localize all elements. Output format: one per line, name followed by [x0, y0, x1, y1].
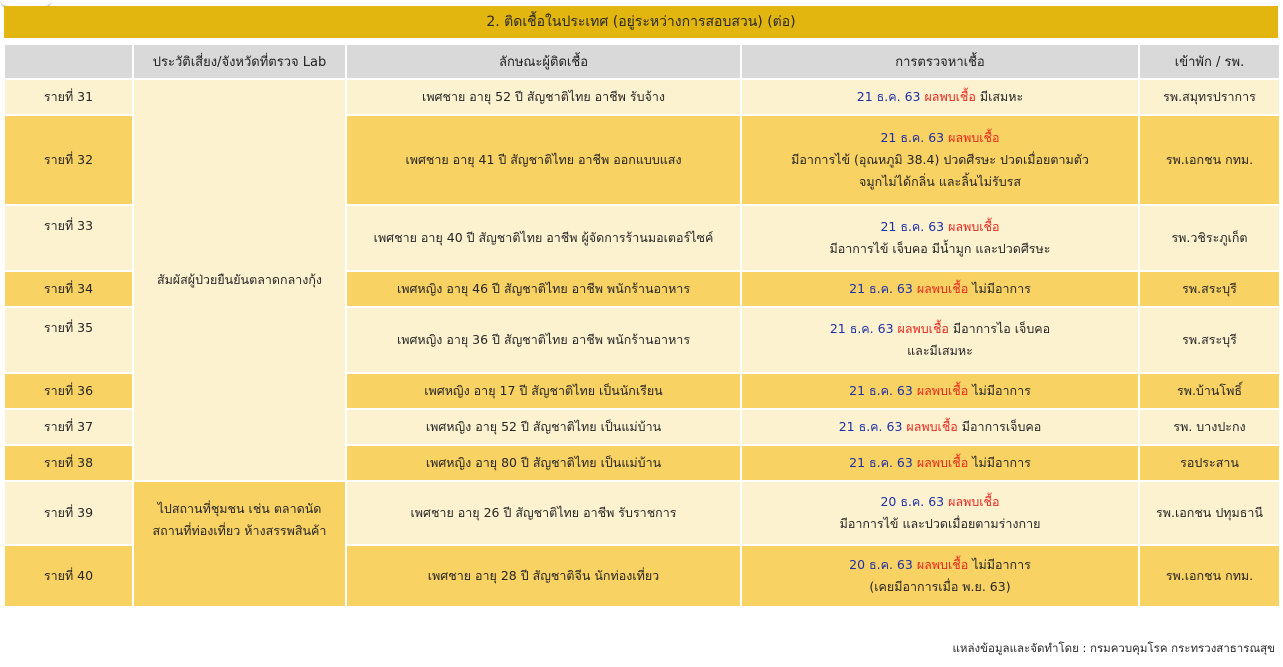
test-cell	[742, 206, 1138, 270]
test-date: 20 ธ.ค. 63	[849, 557, 913, 572]
case-label: รายที่ 34	[5, 272, 132, 306]
risk-group-text: สัมผัสผู้ป่วยยืนยันตลาดกลางกุ้ง	[156, 272, 323, 287]
test-date: 21 ธ.ค. 63	[849, 383, 913, 398]
test-date: 21 ธ.ค. 63	[880, 219, 945, 234]
hospital-cell: รพ.เอกชน กทม.	[1140, 546, 1279, 606]
header-features: ลักษณะผู้ติดเชื้อ	[347, 45, 740, 78]
case-label: รายที่ 35	[5, 308, 132, 372]
header-case	[5, 45, 132, 78]
features-cell: เพศชาย อายุ 41 ปี สัญชาติไทย อาชีพ ออกแบบแสง	[347, 116, 740, 204]
test-result: ผลพบเชื้อ	[924, 89, 976, 104]
test-cell	[742, 308, 1138, 372]
test-date: 21 ธ.ค. 63	[829, 321, 894, 336]
test-line	[742, 216, 1138, 238]
test-symptom: (เคยมีอาการเมื่อ พ.ย. 63)	[869, 579, 1011, 594]
test-symptom: มีเสมหะ	[975, 89, 1024, 104]
case-label: รายที่ 38	[5, 446, 132, 480]
case-label: รายที่ 40	[5, 546, 132, 606]
test-cell	[742, 410, 1138, 444]
features-cell: เพศหญิง อายุ 36 ปี สัญชาติไทย อาชีพ พนักร้านอาหาร	[347, 308, 740, 372]
test-line	[742, 491, 1138, 513]
features-cell: เพศชาย อายุ 40 ปี สัญชาติไทย อาชีพ ผู้จัดการร้านมอเตอร์ไซค์	[347, 206, 740, 270]
case-label: รายที่ 39	[5, 482, 132, 544]
hospital-cell: รพ.สมุทรปราการ	[1140, 80, 1279, 114]
cases-table	[3, 43, 1281, 608]
test-symptom: มีอาการไอ เจ็บคอ	[948, 321, 1051, 336]
case-label: รายที่ 33	[5, 206, 132, 270]
features-cell: เพศหญิง อายุ 46 ปี สัญชาติไทย อาชีพ พนักร้านอาหาร	[347, 272, 740, 306]
test-result: ผลพบเชื้อ	[916, 557, 969, 572]
test-symptom: มีอาการเจ็บคอ	[957, 419, 1042, 434]
test-result: ผลพบเชื้อ	[897, 321, 949, 336]
test-result: ผลพบเชื้อ	[906, 419, 958, 434]
case-label: รายที่ 32	[5, 116, 132, 204]
test-cell	[742, 80, 1138, 114]
hospital-cell: รอประสาน	[1140, 446, 1279, 480]
features-cell: เพศชาย อายุ 52 ปี สัญชาติไทย อาชีพ รับจ้าง	[347, 80, 740, 114]
header-risk: ประวัติเสี่ยง/จังหวัดที่ตรวจ Lab	[134, 45, 345, 78]
hospital-cell: รพ.วชิระภูเก็ต	[1140, 206, 1279, 270]
test-date: 21 ธ.ค. 63	[838, 419, 903, 434]
features-cell: เพศหญิง อายุ 52 ปี สัญชาติไทย เป็นแม่บ้าน	[347, 410, 740, 444]
test-symptom: ไม่มีอาการ	[968, 455, 1031, 470]
test-date: 21 ธ.ค. 63	[849, 281, 913, 296]
test-cell	[742, 374, 1138, 408]
table-row	[5, 80, 1279, 114]
header-test: การตรวจหาเชื้อ	[742, 45, 1138, 78]
test-result: ผลพบเชื้อ	[916, 383, 969, 398]
test-date: 20 ธ.ค. 63	[880, 494, 945, 509]
test-cell	[742, 482, 1138, 544]
test-cell	[742, 546, 1138, 606]
hospital-cell: รพ.สระบุรี	[1140, 308, 1279, 372]
test-result: ผลพบเชื้อ	[948, 130, 1000, 145]
hospital-cell: รพ. บางปะกง	[1140, 410, 1279, 444]
source-footer: แหล่งข้อมูลและจัดทำโดย : กรมควบคุมโรค กระทรวงสาธารณสุข	[952, 641, 1275, 655]
test-symptom: ไม่มีอาการ	[968, 557, 1031, 572]
page-title	[4, 6, 1278, 38]
test-result: ผลพบเชื้อ	[916, 281, 969, 296]
table-row	[5, 482, 1279, 544]
case-label: รายที่ 37	[5, 410, 132, 444]
test-date: 21 ธ.ค. 63	[849, 455, 913, 470]
hospital-cell: รพ.สระบุรี	[1140, 272, 1279, 306]
test-symptom: มีอาการไข้ เจ็บคอ มีน้ำมูก และปวดศีรษะ	[829, 241, 1051, 256]
test-symptom: ไม่มีอาการ	[968, 383, 1031, 398]
test-symptom: มีอาการไข้ และปวดเมื่อยตามร่างกาย	[839, 516, 1041, 531]
page-title-text: 2. ติดเชื้อในประเทศ (อยู่ระหว่างการสอบสวน) (ต่อ)	[486, 14, 796, 30]
test-symptom: และมีเสมหะ	[907, 343, 973, 358]
table-header-row	[5, 45, 1279, 78]
test-date: 21 ธ.ค. 63	[856, 89, 921, 104]
test-symptom: ไม่มีอาการ	[968, 281, 1031, 296]
hospital-cell: รพ.บ้านโพธิ์	[1140, 374, 1279, 408]
case-label: รายที่ 36	[5, 374, 132, 408]
test-symptom: มีอาการไข้ (อุณหภูมิ 38.4) ปวดศีรษะ ปวดเมื่อยตามตัว	[791, 152, 1089, 167]
test-symptom: จมูกไม่ได้กลิ่น และลิ้นไม่รับรส	[859, 174, 1021, 189]
test-date: 21 ธ.ค. 63	[880, 130, 945, 145]
test-cell	[742, 116, 1138, 204]
features-cell: เพศหญิง อายุ 17 ปี สัญชาติไทย เป็นนักเรียน	[347, 374, 740, 408]
hospital-cell: รพ.เอกชน ปทุมธานี	[1140, 482, 1279, 544]
features-cell: เพศชาย อายุ 28 ปี สัญชาติจีน นักท่องเที่ยว	[347, 546, 740, 606]
test-result: ผลพบเชื้อ	[948, 219, 1000, 234]
hospital-cell: รพ.เอกชน กทม.	[1140, 116, 1279, 204]
case-label: รายที่ 31	[5, 80, 132, 114]
test-cell	[742, 272, 1138, 306]
risk-group-cell	[134, 80, 345, 480]
test-line	[742, 554, 1138, 576]
risk-group-text: ไปสถานที่ชุมชน เช่น ตลาดนัด	[157, 501, 322, 516]
header-hospital: เข้าพัก / รพ.	[1140, 45, 1279, 78]
test-line	[742, 318, 1138, 340]
risk-group-cell	[134, 482, 345, 606]
test-line	[742, 127, 1138, 149]
features-cell: เพศหญิง อายุ 80 ปี สัญชาติไทย เป็นแม่บ้าน	[347, 446, 740, 480]
features-cell: เพศชาย อายุ 26 ปี สัญชาติไทย อาชีพ รับราชการ	[347, 482, 740, 544]
risk-group-text: สถานที่ท่องเที่ยว ห้างสรรพสินค้า	[152, 523, 327, 538]
test-result: ผลพบเชื้อ	[916, 455, 969, 470]
test-cell	[742, 446, 1138, 480]
test-result: ผลพบเชื้อ	[948, 494, 1000, 509]
